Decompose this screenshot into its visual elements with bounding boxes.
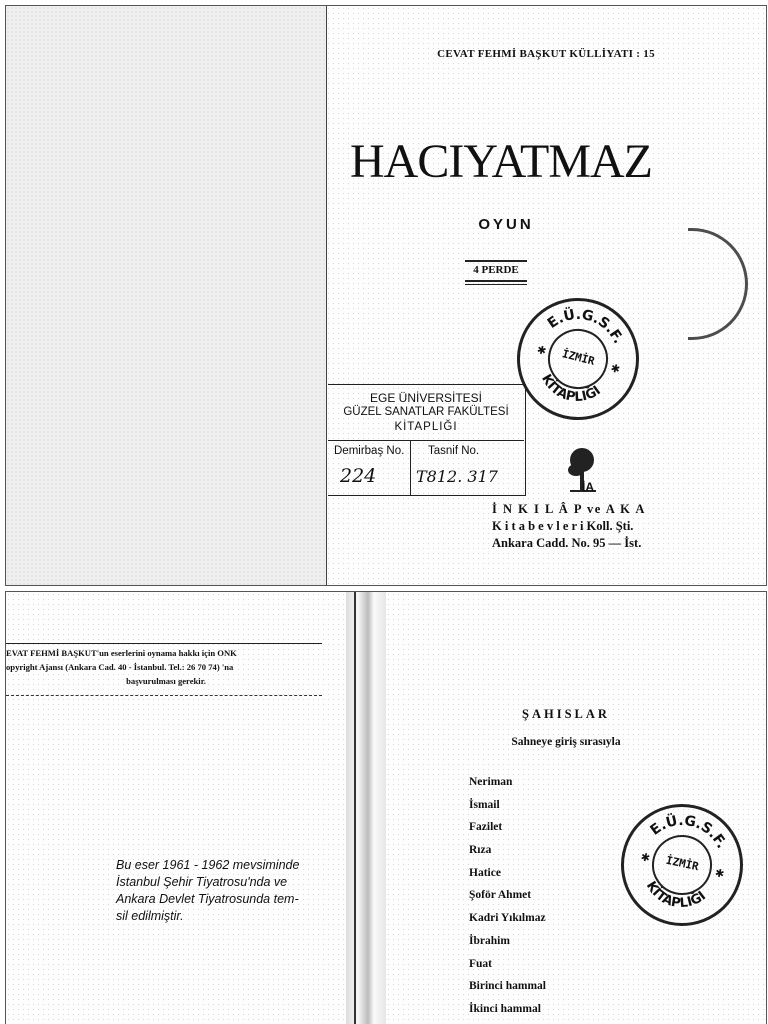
round-library-stamp [610, 793, 755, 938]
list-item: İkinci hammal [469, 1002, 541, 1015]
book-title: HACIYATMAZ [350, 135, 652, 188]
star-icon: ✱ [535, 343, 548, 358]
cast-list [469, 776, 546, 1024]
scan-top-title-page [5, 5, 767, 586]
rights-line3: başvurulması gerekir. [126, 676, 206, 686]
publisher-line2: K i t a b e v l e r i Koll. Şti. [492, 519, 634, 533]
list-item: Kadri Yıkılmaz [469, 912, 546, 925]
series-line: CEVAT FEHMİ BAŞKUT KÜLLİYATI : 15 [437, 48, 655, 60]
round-stamp-bottom-text: KİTAPLIĞI [538, 371, 604, 406]
svg-text:KİTAPLIĞI [534, 369, 606, 412]
svg-text:E.Ü.G.S.F. [542, 298, 631, 349]
list-item: Şoför Ahmet [469, 889, 532, 902]
performance-note-line1: Bu eser 1961 - 1962 mevsiminde [116, 858, 300, 872]
gutter-fold-line [354, 592, 356, 1024]
acts-rule-top [465, 260, 527, 262]
round-stamp-top-text: E.Ü.G.S.F. [544, 306, 627, 347]
rights-rule-top [6, 643, 322, 644]
round-stamp-bottom-text: KİTAPLIĞI [642, 878, 709, 912]
acts-label: 4 PERDE [473, 264, 519, 276]
library-stamp-column-divider [410, 440, 411, 495]
svg-text:KİTAPLIĞI [639, 877, 711, 918]
book-gutter [346, 592, 386, 1024]
library-stamp-line1: EGE ÜNİVERSİTESİ [369, 391, 483, 405]
list-item: Hatice [469, 866, 501, 879]
round-stamp-city: İZMİR [560, 347, 597, 368]
acts-rule-bottom [465, 280, 527, 285]
round-stamp-partial [688, 228, 748, 340]
publisher-logo-text: İA [582, 480, 594, 494]
round-stamp-city: İZMİR [664, 853, 700, 874]
scan-bottom-cast-page [5, 591, 767, 1024]
star-icon: ✱ [639, 851, 651, 866]
library-stamp-col2-label: Tasnif No. [428, 445, 480, 457]
publisher-line1: İ N K I L Â P ve A K A [492, 502, 646, 516]
round-library-stamp [504, 285, 652, 433]
star-icon: ✱ [713, 867, 726, 881]
list-item: Birinci hammal [469, 980, 546, 993]
performance-note [116, 857, 299, 925]
list-item: İbrahim [469, 934, 510, 947]
list-item: Neriman [469, 776, 513, 788]
rights-rule-bottom [6, 695, 322, 696]
library-stamp-divider [328, 440, 524, 441]
list-item: Fuat [469, 957, 492, 970]
cast-heading: ŞAHISLAR [522, 707, 610, 721]
library-stamp-line2: GÜZEL SANATLAR FAKÜLTESİ [343, 406, 509, 418]
library-stamp-line3: KİTAPLIĞI [394, 421, 458, 433]
svg-text:E.Ü.G.S.F. [645, 805, 734, 853]
performance-note-line3: Ankara Devlet Tiyatrosunda tem- [116, 892, 299, 906]
cast-subheading: Sahneye giriş sırasıyla [511, 736, 621, 748]
library-stamp-col1-label: Demirbaş No. [334, 445, 405, 457]
list-item: İsmail [469, 798, 500, 811]
library-stamp-col2-value: T812. 317 [416, 467, 498, 486]
star-icon: ✱ [609, 362, 622, 377]
list-item: Fazilet [469, 821, 503, 834]
publisher-line3: Ankara Cadd. No. 95 — İst. [492, 536, 642, 550]
performance-note-line4: sil edilmiştir. [116, 909, 184, 923]
list-item: Rıza [469, 844, 492, 857]
book-subtitle: OYUN [478, 216, 534, 233]
round-stamp-top-text: E.Ü.G.S.F. [647, 812, 730, 852]
rights-line1: EVAT FEHMİ BAŞKUT'un eserlerini oynama hakkı için ONK [6, 648, 237, 658]
performance-note-line2: İstanbul Şehir Tiyatrosu'nda ve [116, 875, 288, 889]
blank-left-page [6, 6, 327, 585]
library-stamp-col1-value: 224 [340, 465, 377, 487]
publisher-logo [564, 444, 604, 498]
rights-line2: opyright Ajansı (Ankara Cad. 40 - İstanbul. Tel.: 26 70 74) 'na [6, 662, 234, 672]
library-stamp [328, 384, 526, 496]
